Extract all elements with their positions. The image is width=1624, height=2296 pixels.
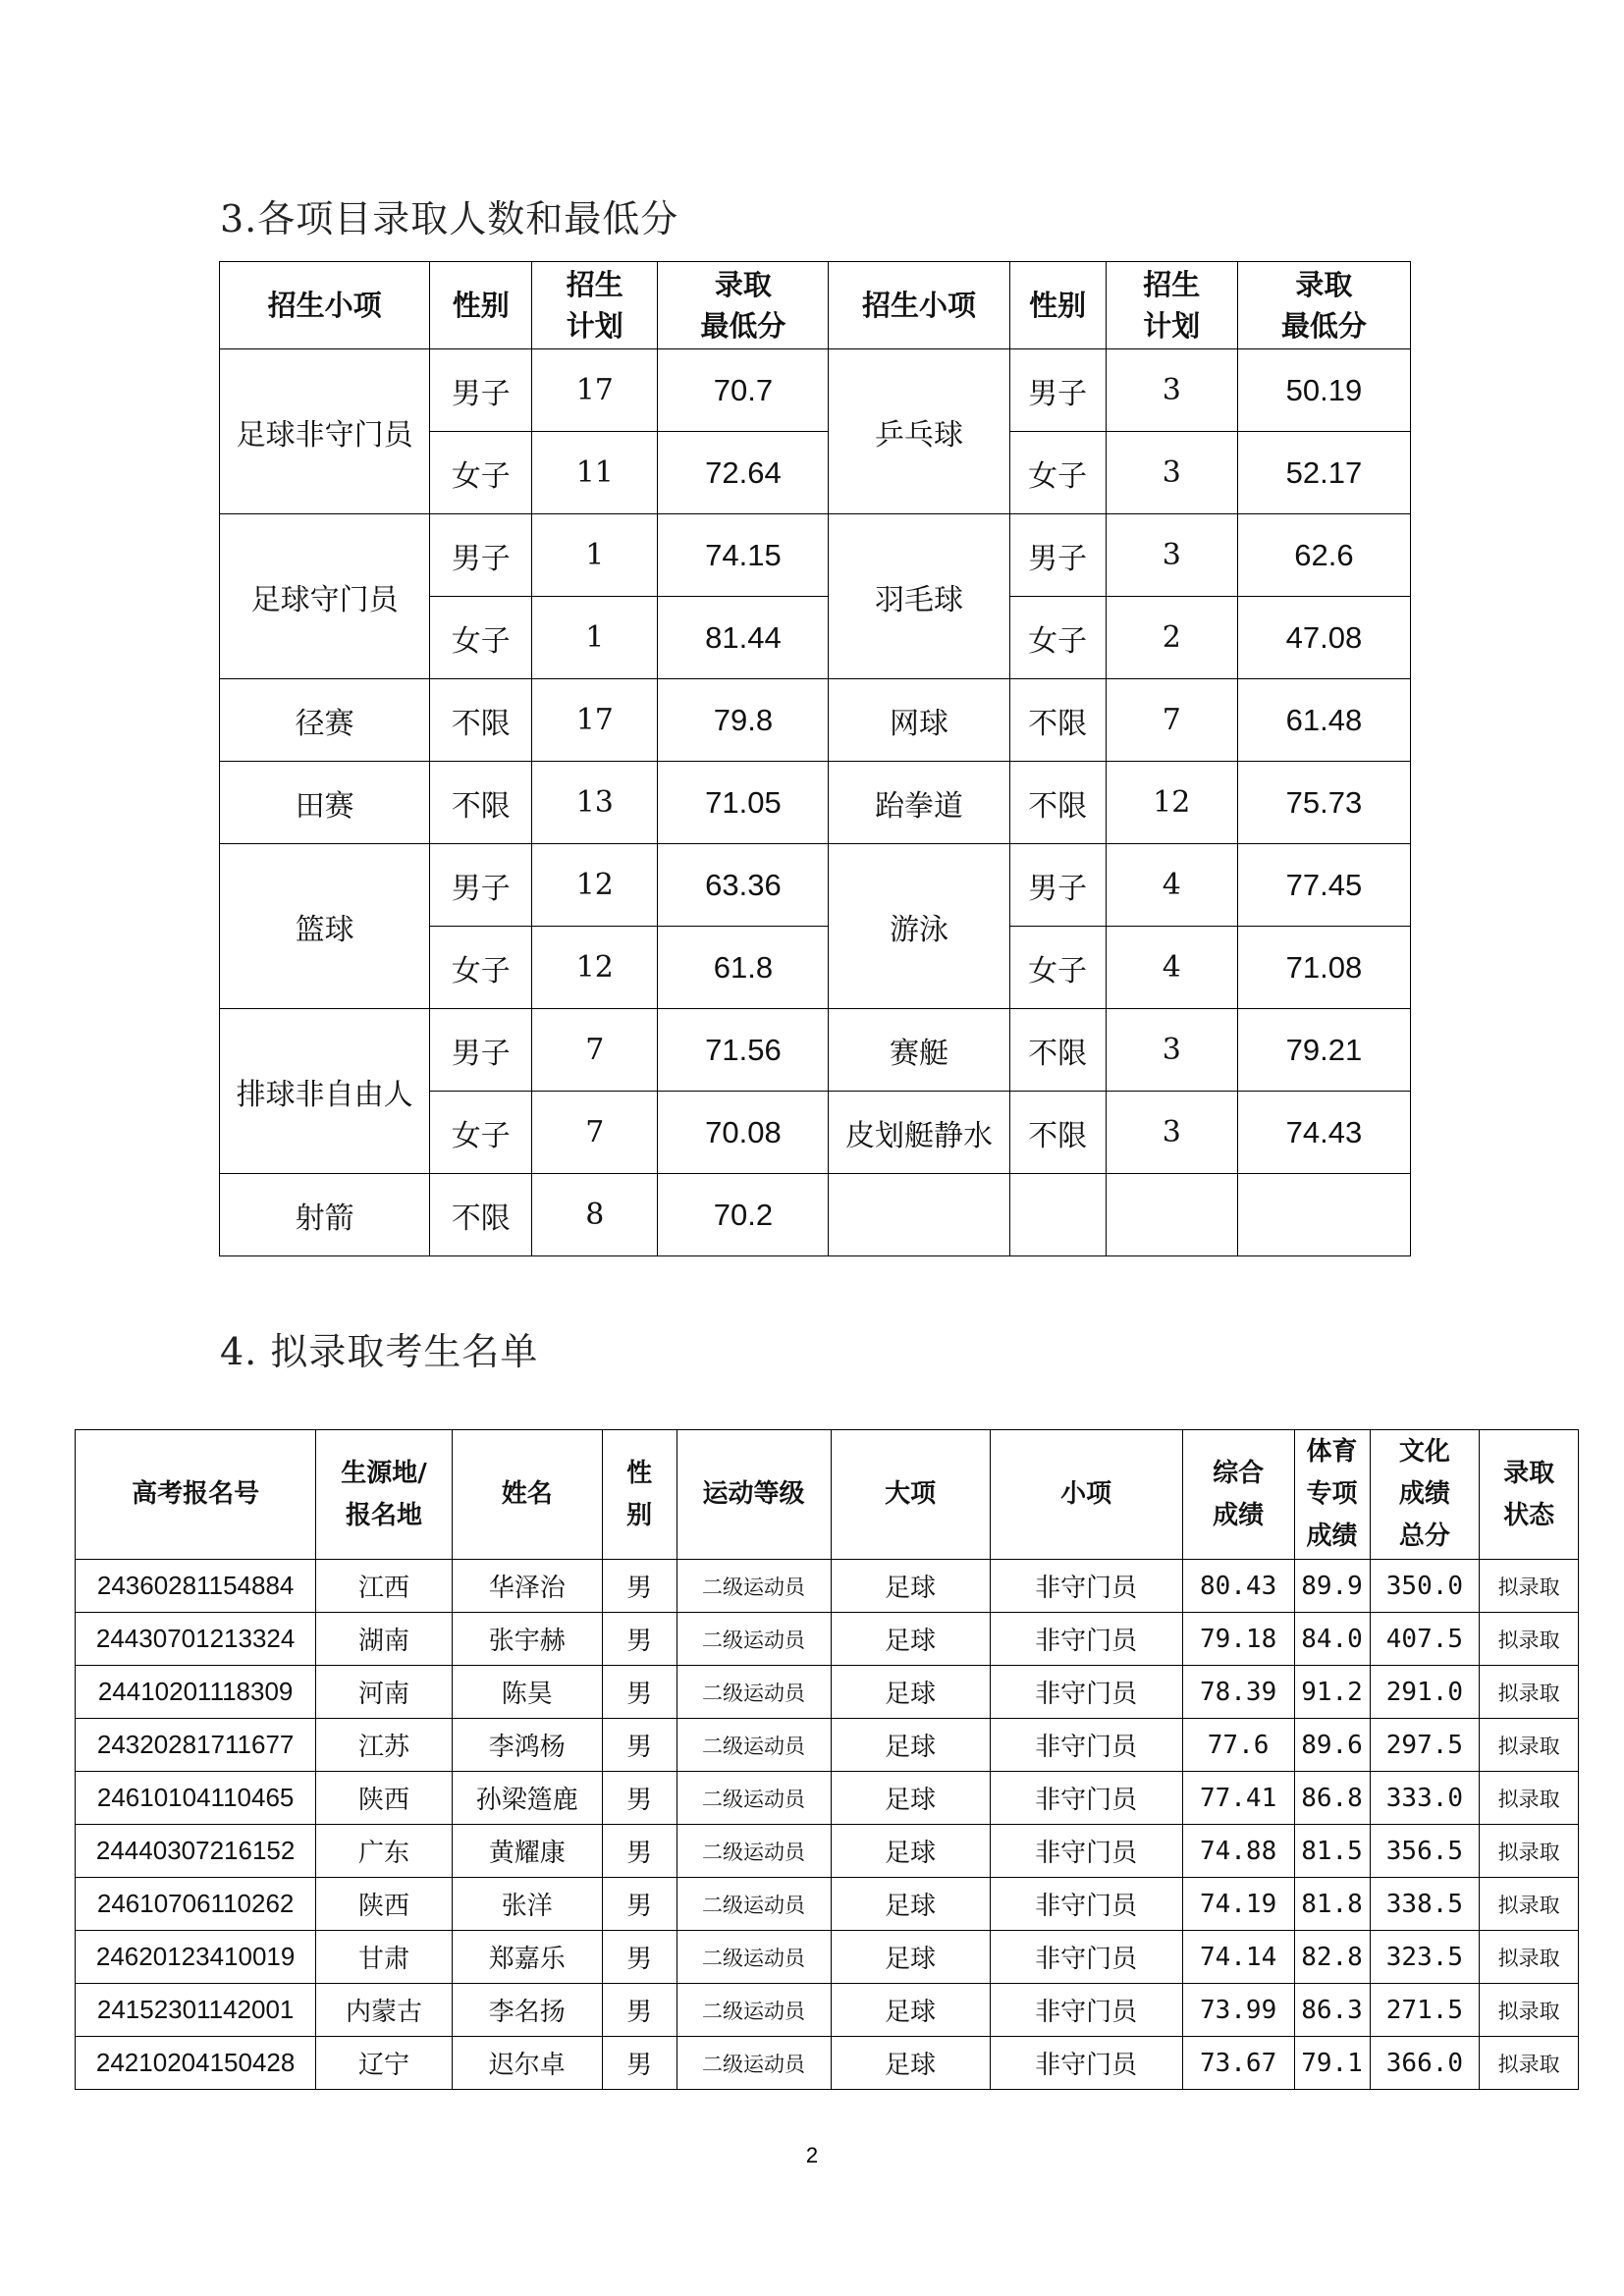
table-row <box>76 1666 1579 1719</box>
category-cell: 足球 <box>831 1984 990 2037</box>
exam-id-cell: 24440307216152 <box>76 1825 316 1878</box>
sport-score-cell: 86.3 <box>1294 1984 1370 2037</box>
subitem-cell: 非守门员 <box>990 1931 1182 1984</box>
item-cell: 皮划艇静水 <box>829 1092 1009 1174</box>
origin-cell: 陕西 <box>316 1772 453 1825</box>
category-cell: 足球 <box>831 1666 990 1719</box>
gender-cell: 男 <box>602 1666 677 1719</box>
level-cell: 二级运动员 <box>677 1984 831 2037</box>
culture-score-cell: 407.5 <box>1370 1613 1480 1666</box>
culture-score-cell: 356.5 <box>1370 1825 1480 1878</box>
gender-cell: 男子 <box>430 349 532 432</box>
plan-cell: 3 <box>1106 1009 1237 1092</box>
exam-id-cell: 24360281154884 <box>76 1560 316 1613</box>
min-score-cell: 61.48 <box>1237 679 1410 762</box>
min-score-cell: 70.2 <box>658 1174 829 1256</box>
gender-cell: 女子 <box>1009 432 1106 514</box>
plan-cell: 4 <box>1106 927 1237 1009</box>
header-min-score-right: 录取 最低分 <box>1237 262 1410 349</box>
header-category: 大项 <box>831 1430 990 1560</box>
name-cell: 郑嘉乐 <box>452 1931 602 1984</box>
plan-cell: 7 <box>532 1092 658 1174</box>
plan-cell: 3 <box>1106 432 1237 514</box>
subitem-cell: 非守门员 <box>990 1719 1182 1772</box>
quota-header-row <box>220 262 1411 349</box>
gender-cell: 男子 <box>430 844 532 927</box>
category-cell: 足球 <box>831 1878 990 1931</box>
category-cell: 足球 <box>831 1560 990 1613</box>
level-cell: 二级运动员 <box>677 2037 831 2090</box>
students-header-row <box>76 1430 1579 1560</box>
table-row <box>76 2037 1579 2090</box>
gender-cell: 不限 <box>1009 1009 1106 1092</box>
plan-cell: 12 <box>532 927 658 1009</box>
level-cell: 二级运动员 <box>677 1772 831 1825</box>
composite-cell: 78.39 <box>1182 1666 1294 1719</box>
origin-cell: 内蒙古 <box>316 1984 453 2037</box>
exam-id-cell: 24410201118309 <box>76 1666 316 1719</box>
subitem-cell: 非守门员 <box>990 1772 1182 1825</box>
header-gender-right: 性别 <box>1009 262 1106 349</box>
gender-cell: 女子 <box>430 597 532 679</box>
section3-title: 3.各项目录取人数和最低分 <box>220 197 679 240</box>
culture-score-cell: 323.5 <box>1370 1931 1480 1984</box>
culture-score-cell: 297.5 <box>1370 1719 1480 1772</box>
section4-title: 4. 拟录取考生名单 <box>220 1330 539 1373</box>
name-cell: 迟尔卓 <box>452 2037 602 2090</box>
composite-cell: 77.41 <box>1182 1772 1294 1825</box>
exam-id-cell: 24320281711677 <box>76 1719 316 1772</box>
header-status: 录取 状态 <box>1480 1430 1579 1560</box>
min-score-cell: 71.05 <box>658 762 829 844</box>
header-min-score-left: 录取 最低分 <box>658 262 829 349</box>
quota-row <box>220 1009 1411 1092</box>
plan-cell: 3 <box>1106 1092 1237 1174</box>
gender-cell: 男 <box>602 1878 677 1931</box>
page-number: 2 <box>805 2143 819 2167</box>
table-row <box>76 1613 1579 1666</box>
table-row <box>76 1719 1579 1772</box>
min-score-cell: 63.36 <box>658 844 829 927</box>
table-row <box>76 1560 1579 1613</box>
category-cell: 足球 <box>831 1719 990 1772</box>
plan-cell: 12 <box>1106 762 1237 844</box>
min-score-cell: 50.19 <box>1237 349 1410 432</box>
category-cell: 足球 <box>831 2037 990 2090</box>
plan-cell: 8 <box>532 1174 658 1256</box>
exam-id-cell: 24210204150428 <box>76 2037 316 2090</box>
gender-cell: 女子 <box>430 1092 532 1174</box>
name-cell: 孙梁簉鹿 <box>452 1772 602 1825</box>
quota-row <box>220 349 1411 432</box>
plan-cell: 17 <box>532 679 658 762</box>
table-row <box>76 1984 1579 2037</box>
header-exam-id: 高考报名号 <box>76 1430 316 1560</box>
category-cell: 足球 <box>831 1825 990 1878</box>
category-cell: 足球 <box>831 1613 990 1666</box>
status-cell: 拟录取 <box>1480 1560 1579 1613</box>
culture-score-cell: 350.0 <box>1370 1560 1480 1613</box>
item-cell: 网球 <box>829 679 1009 762</box>
status-cell: 拟录取 <box>1480 1931 1579 1984</box>
plan-cell: 1 <box>532 597 658 679</box>
table-row <box>76 1825 1579 1878</box>
min-score-cell: 81.44 <box>658 597 829 679</box>
item-cell: 径赛 <box>220 679 430 762</box>
gender-cell: 不限 <box>1009 1092 1106 1174</box>
status-cell: 拟录取 <box>1480 1984 1579 2037</box>
gender-cell: 女子 <box>1009 597 1106 679</box>
origin-cell: 陕西 <box>316 1878 453 1931</box>
min-score-cell: 71.56 <box>658 1009 829 1092</box>
gender-cell: 不限 <box>430 679 532 762</box>
sport-score-cell: 81.8 <box>1294 1878 1370 1931</box>
admission-quota-table <box>219 261 1411 1256</box>
header-gender-left: 性别 <box>430 262 532 349</box>
header-sport-score: 体育 专项 成绩 <box>1294 1430 1370 1560</box>
item-cell: 游泳 <box>829 844 1009 1009</box>
plan-cell: 1 <box>532 514 658 597</box>
exam-id-cell: 24610104110465 <box>76 1772 316 1825</box>
min-score-cell: 74.15 <box>658 514 829 597</box>
empty-cell <box>1009 1174 1106 1256</box>
gender-cell: 男 <box>602 1772 677 1825</box>
origin-cell: 河南 <box>316 1666 453 1719</box>
gender-cell: 不限 <box>430 1174 532 1256</box>
min-score-cell: 79.8 <box>658 679 829 762</box>
composite-cell: 73.67 <box>1182 2037 1294 2090</box>
min-score-cell: 52.17 <box>1237 432 1410 514</box>
min-score-cell: 70.08 <box>658 1092 829 1174</box>
culture-score-cell: 333.0 <box>1370 1772 1480 1825</box>
quota-row <box>220 1174 1411 1256</box>
name-cell: 李名扬 <box>452 1984 602 2037</box>
quota-row <box>220 514 1411 597</box>
level-cell: 二级运动员 <box>677 1666 831 1719</box>
min-score-cell: 77.45 <box>1237 844 1410 927</box>
gender-cell: 男子 <box>430 1009 532 1092</box>
header-culture-score: 文化 成绩 总分 <box>1370 1430 1480 1560</box>
header-plan-right: 招生 计划 <box>1106 262 1237 349</box>
culture-score-cell: 366.0 <box>1370 2037 1480 2090</box>
origin-cell: 湖南 <box>316 1613 453 1666</box>
origin-cell: 江苏 <box>316 1719 453 1772</box>
min-score-cell: 72.64 <box>658 432 829 514</box>
subitem-cell: 非守门员 <box>990 1984 1182 2037</box>
culture-score-cell: 338.5 <box>1370 1878 1480 1931</box>
subitem-cell: 非守门员 <box>990 1560 1182 1613</box>
sport-score-cell: 79.1 <box>1294 2037 1370 2090</box>
min-score-cell: 62.6 <box>1237 514 1410 597</box>
category-cell: 足球 <box>831 1772 990 1825</box>
item-cell: 排球非自由人 <box>220 1009 430 1174</box>
empty-cell <box>1106 1174 1237 1256</box>
header-gender: 性 别 <box>602 1430 677 1560</box>
header-name: 姓名 <box>452 1430 602 1560</box>
plan-cell: 17 <box>532 349 658 432</box>
gender-cell: 女子 <box>1009 927 1106 1009</box>
composite-cell: 74.19 <box>1182 1878 1294 1931</box>
name-cell: 陈昊 <box>452 1666 602 1719</box>
plan-cell: 7 <box>1106 679 1237 762</box>
status-cell: 拟录取 <box>1480 1613 1579 1666</box>
plan-cell: 11 <box>532 432 658 514</box>
item-cell: 田赛 <box>220 762 430 844</box>
quota-row <box>220 679 1411 762</box>
item-cell: 足球非守门员 <box>220 349 430 514</box>
min-score-cell: 71.08 <box>1237 927 1410 1009</box>
level-cell: 二级运动员 <box>677 1931 831 1984</box>
origin-cell: 江西 <box>316 1560 453 1613</box>
culture-score-cell: 291.0 <box>1370 1666 1480 1719</box>
plan-cell: 7 <box>532 1009 658 1092</box>
subitem-cell: 非守门员 <box>990 1878 1182 1931</box>
exam-id-cell: 24610706110262 <box>76 1878 316 1931</box>
header-composite: 综合 成绩 <box>1182 1430 1294 1560</box>
plan-cell: 4 <box>1106 844 1237 927</box>
plan-cell: 3 <box>1106 349 1237 432</box>
composite-cell: 79.18 <box>1182 1613 1294 1666</box>
gender-cell: 男 <box>602 2037 677 2090</box>
item-cell: 跆拳道 <box>829 762 1009 844</box>
sport-score-cell: 81.5 <box>1294 1825 1370 1878</box>
composite-cell: 74.88 <box>1182 1825 1294 1878</box>
status-cell: 拟录取 <box>1480 1666 1579 1719</box>
level-cell: 二级运动员 <box>677 1560 831 1613</box>
name-cell: 张洋 <box>452 1878 602 1931</box>
gender-cell: 男子 <box>430 514 532 597</box>
gender-cell: 男 <box>602 1613 677 1666</box>
sport-score-cell: 89.6 <box>1294 1719 1370 1772</box>
admitted-students-table <box>75 1429 1579 2090</box>
status-cell: 拟录取 <box>1480 2037 1579 2090</box>
sport-score-cell: 82.8 <box>1294 1931 1370 1984</box>
gender-cell: 男 <box>602 1984 677 2037</box>
sport-score-cell: 84.0 <box>1294 1613 1370 1666</box>
status-cell: 拟录取 <box>1480 1719 1579 1772</box>
subitem-cell: 非守门员 <box>990 2037 1182 2090</box>
origin-cell: 广东 <box>316 1825 453 1878</box>
plan-cell: 12 <box>532 844 658 927</box>
name-cell: 黄耀康 <box>452 1825 602 1878</box>
exam-id-cell: 24430701213324 <box>76 1613 316 1666</box>
plan-cell: 2 <box>1106 597 1237 679</box>
plan-cell: 3 <box>1106 514 1237 597</box>
exam-id-cell: 24620123410019 <box>76 1931 316 1984</box>
composite-cell: 77.6 <box>1182 1719 1294 1772</box>
table-row <box>76 1772 1579 1825</box>
subitem-cell: 非守门员 <box>990 1613 1182 1666</box>
origin-cell: 甘肃 <box>316 1931 453 1984</box>
gender-cell: 男子 <box>1009 844 1106 927</box>
gender-cell: 男子 <box>1009 349 1106 432</box>
category-cell: 足球 <box>831 1931 990 1984</box>
level-cell: 二级运动员 <box>677 1825 831 1878</box>
status-cell: 拟录取 <box>1480 1825 1579 1878</box>
item-cell: 羽毛球 <box>829 514 1009 679</box>
item-cell: 射箭 <box>220 1174 430 1256</box>
level-cell: 二级运动员 <box>677 1878 831 1931</box>
sport-score-cell: 86.8 <box>1294 1772 1370 1825</box>
min-score-cell: 75.73 <box>1237 762 1410 844</box>
min-score-cell: 61.8 <box>658 927 829 1009</box>
sport-score-cell: 89.9 <box>1294 1560 1370 1613</box>
name-cell: 李鸿杨 <box>452 1719 602 1772</box>
plan-cell: 13 <box>532 762 658 844</box>
quota-row <box>220 762 1411 844</box>
level-cell: 二级运动员 <box>677 1719 831 1772</box>
table-row <box>76 1931 1579 1984</box>
item-cell: 篮球 <box>220 844 430 1009</box>
name-cell: 张宇赫 <box>452 1613 602 1666</box>
header-plan-left: 招生 计划 <box>532 262 658 349</box>
gender-cell: 男 <box>602 1719 677 1772</box>
culture-score-cell: 271.5 <box>1370 1984 1480 2037</box>
gender-cell: 女子 <box>430 432 532 514</box>
level-cell: 二级运动员 <box>677 1613 831 1666</box>
origin-cell: 辽宁 <box>316 2037 453 2090</box>
composite-cell: 73.99 <box>1182 1984 1294 2037</box>
sport-score-cell: 91.2 <box>1294 1666 1370 1719</box>
min-score-cell: 74.43 <box>1237 1092 1410 1174</box>
composite-cell: 74.14 <box>1182 1931 1294 1984</box>
header-item-right: 招生小项 <box>829 262 1009 349</box>
exam-id-cell: 24152301142001 <box>76 1984 316 2037</box>
composite-cell: 80.43 <box>1182 1560 1294 1613</box>
gender-cell: 不限 <box>1009 762 1106 844</box>
gender-cell: 男 <box>602 1560 677 1613</box>
item-cell: 赛艇 <box>829 1009 1009 1092</box>
gender-cell: 男 <box>602 1931 677 1984</box>
min-score-cell: 47.08 <box>1237 597 1410 679</box>
subitem-cell: 非守门员 <box>990 1825 1182 1878</box>
item-cell: 乒乓球 <box>829 349 1009 514</box>
subitem-cell: 非守门员 <box>990 1666 1182 1719</box>
quota-row <box>220 844 1411 927</box>
status-cell: 拟录取 <box>1480 1878 1579 1931</box>
gender-cell: 男 <box>602 1825 677 1878</box>
gender-cell: 女子 <box>430 927 532 1009</box>
header-level: 运动等级 <box>677 1430 831 1560</box>
item-cell: 足球守门员 <box>220 514 430 679</box>
gender-cell: 男子 <box>1009 514 1106 597</box>
table-row <box>76 1878 1579 1931</box>
header-subitem: 小项 <box>990 1430 1182 1560</box>
min-score-cell: 79.21 <box>1237 1009 1410 1092</box>
name-cell: 华泽治 <box>452 1560 602 1613</box>
status-cell: 拟录取 <box>1480 1772 1579 1825</box>
header-item-left: 招生小项 <box>220 262 430 349</box>
header-origin: 生源地/ 报名地 <box>316 1430 453 1560</box>
empty-cell <box>829 1174 1009 1256</box>
empty-cell <box>1237 1174 1410 1256</box>
gender-cell: 不限 <box>430 762 532 844</box>
gender-cell: 不限 <box>1009 679 1106 762</box>
min-score-cell: 70.7 <box>658 349 829 432</box>
